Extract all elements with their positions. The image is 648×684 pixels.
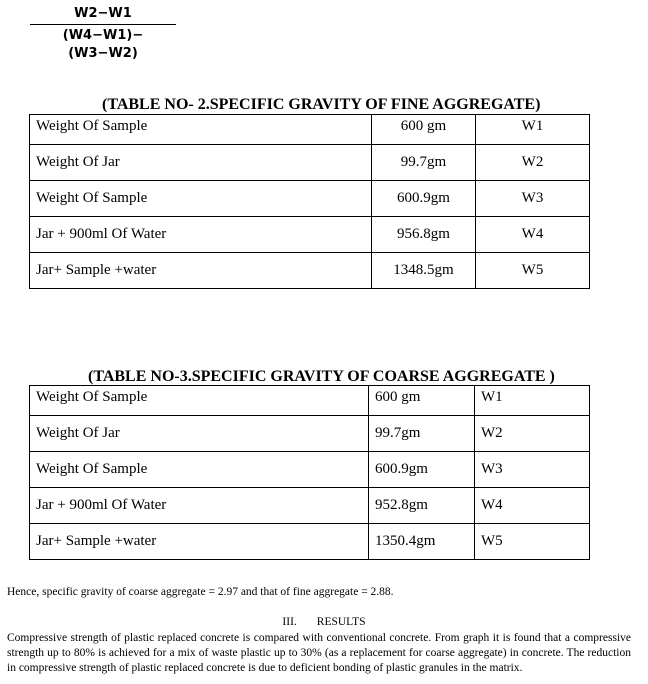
section-heading [0, 616, 648, 628]
table-row [30, 181, 590, 217]
row-value: 1350.4gm [369, 524, 475, 560]
results-paragraph: Compressive strength of plastic replaced concrete is compared with conventional concrete. From graph it is found that a compressive strength up to 80% is achieved for a mix of waste plastic up to 30% (as a replacement for coarse aggregate) in concrete. The reduction in compressive strength of plastic replaced concrete is due to deficient bonding of plastic granules in the matrix. [7, 632, 631, 674]
row-symbol: W2 [475, 416, 590, 452]
row-symbol: W3 [476, 181, 590, 217]
coarse-aggregate-table [29, 385, 590, 560]
row-value: 99.7gm [369, 416, 475, 452]
table-row [30, 217, 590, 253]
row-symbol: W1 [476, 115, 590, 145]
table2-caption: (TABLE NO- 2.SPECIFIC GRAVITY OF FINE AGGREGATE) [102, 96, 541, 113]
row-symbol: W4 [475, 488, 590, 524]
row-value: 600.9gm [369, 452, 475, 488]
specific-gravity-conclusion: Hence, specific gravity of coarse aggregate = 2.97 and that of fine aggregate = 2.88. [7, 586, 394, 598]
fine-aggregate-table [29, 114, 590, 289]
row-symbol: W5 [476, 253, 590, 289]
row-label: Weight Of Sample [30, 386, 369, 416]
row-symbol: W2 [476, 145, 590, 181]
row-value: 600 gm [372, 115, 476, 145]
row-label: Jar+ Sample +water [30, 524, 369, 560]
row-value: 952.8gm [369, 488, 475, 524]
row-label: Weight Of Sample [30, 115, 372, 145]
table-row [30, 386, 590, 416]
row-label: Weight Of Jar [30, 416, 369, 452]
row-label: Weight Of Jar [30, 145, 372, 181]
row-value: 600 gm [369, 386, 475, 416]
table-row [30, 488, 590, 524]
row-label: Jar+ Sample +water [30, 253, 372, 289]
row-symbol: W3 [475, 452, 590, 488]
table-row [30, 145, 590, 181]
row-label: Weight Of Sample [30, 181, 372, 217]
row-label: Jar + 900ml Of Water [30, 488, 369, 524]
table-row [30, 416, 590, 452]
row-value: 1348.5gm [372, 253, 476, 289]
section-number: III. [282, 616, 297, 628]
row-symbol: W5 [475, 524, 590, 560]
formula-denominator: (W4−W1)−(W3−W2) [62, 28, 144, 61]
table3-caption: (TABLE NO-3.SPECIFIC GRAVITY OF COARSE AGGREGATE ) [88, 368, 555, 385]
row-symbol: W4 [476, 217, 590, 253]
table-row [30, 115, 590, 145]
row-value: 956.8gm [372, 217, 476, 253]
fraction-bar [30, 24, 176, 25]
row-value: 600.9gm [372, 181, 476, 217]
formula-numerator: W2−W1 [74, 6, 132, 21]
section-title: RESULTS [316, 616, 366, 628]
row-symbol: W1 [475, 386, 590, 416]
table-row [30, 524, 590, 560]
row-label: Jar + 900ml Of Water [30, 217, 372, 253]
table-row [30, 253, 590, 289]
row-value: 99.7gm [372, 145, 476, 181]
row-label: Weight Of Sample [30, 452, 369, 488]
table-row [30, 452, 590, 488]
specific-gravity-formula [30, 4, 176, 61]
